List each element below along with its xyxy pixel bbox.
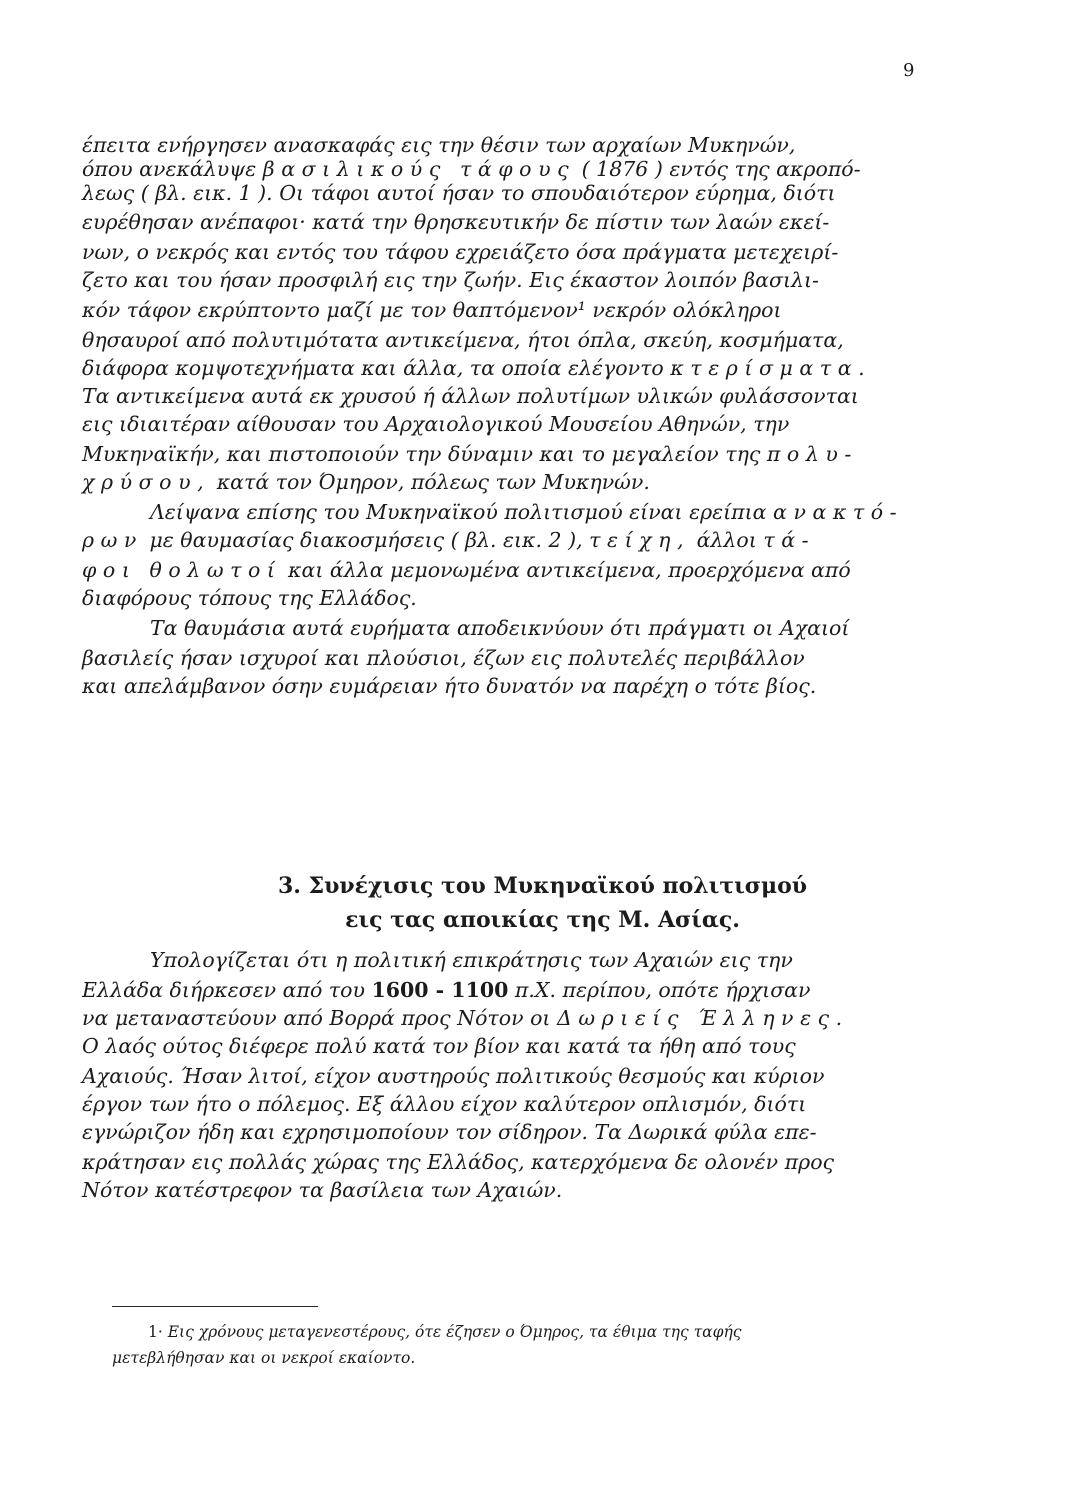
text-run: ευρέθησαν ανέπαφοι· κατά την θρησκευτικήν δε πίστιν των λαών εκεί-	[82, 210, 830, 234]
text-line	[150, 500, 903, 524]
text-run: όπου ανεκάλυψε	[82, 157, 263, 181]
section-heading-continued: εις τας αποικίας της Μ. Ασίας.	[345, 907, 740, 933]
text-run: έπειτα ενήργησεν ανασκαφάς εις την θέσιν των αρχαίων Μυκηνών,	[82, 133, 796, 157]
text-line	[82, 1178, 562, 1202]
text-run: και άλλα μεμονωμένα αντικείμενα, προερχόμενα από	[281, 558, 851, 582]
page-number: 9	[903, 60, 915, 81]
spaced-term: ρων	[82, 528, 143, 552]
text-run: να μεταναστεύουν από Βορρά προς Νότον οι	[82, 1006, 557, 1030]
text-line	[82, 1006, 849, 1030]
footnote-marker: 1·	[148, 1323, 163, 1341]
text-line	[82, 1064, 824, 1088]
section-heading: 3. Συνέχισις του Μυκηναϊκού πολιτισμού	[277, 873, 808, 899]
text-run: Υπολογίζεται ότι η πολιτική επικράτησις των Αχαιών εις την	[150, 948, 793, 972]
bold-term: 1600 - 1100	[371, 978, 509, 1002]
text-run: έργον των ήτο ο πόλεμος. Εξ άλλου είχον καλύτερον οπλισμόν, διότι	[82, 1092, 807, 1116]
text-line	[82, 528, 815, 552]
text-run: Νότον κατέστρεφον τα βασίλεια των Αχαιών.	[82, 1178, 563, 1202]
text-line	[82, 356, 871, 380]
text-run: κατά τον Όμηρον, πόλεως των Μυκηνών.	[210, 470, 650, 494]
text-run: και απελάμβανον όσην ευμάρειαν ήτο δυνατόν να παρέχη ο τότε βίος.	[82, 674, 817, 698]
text-run: βασιλείς ήσαν ισχυροί και πλούσιοι, έζων εις πολυτελές περιβάλλον	[82, 646, 805, 670]
text-run: π.Χ. περίπου, οπότε ήρχισαν	[508, 978, 811, 1002]
text-line	[82, 157, 861, 181]
spaced-term: Δωριείς Έλληνες.	[556, 1006, 849, 1030]
text-run: Μυκηναϊκήν, και πιστοποιούν την δύναμιν και το μεγαλείον της	[82, 442, 767, 466]
spaced-term: πολυ-	[766, 442, 858, 466]
text-line	[82, 268, 819, 292]
text-line	[82, 470, 650, 494]
text-run: διαφόρους τόπους της Ελλάδος.	[82, 586, 417, 610]
spaced-term: ανακτό-	[773, 500, 904, 524]
text-line	[82, 181, 836, 205]
text-line	[82, 586, 417, 610]
text-run: διάφορα κομψοτεχνήματα και άλλα, τα οποία ελέγοντο	[82, 356, 671, 380]
text-line	[82, 1150, 834, 1174]
text-run: Λείψανα επίσης του Μυκηναϊκού πολιτισμού είναι ερείπια	[150, 500, 774, 524]
text-run: νων, ο νεκρός και εντός του τάφου εχρειάζετο όσα πράγματα μετεχειρί-	[82, 240, 839, 264]
text-line	[82, 978, 811, 1002]
text-line	[150, 616, 849, 640]
text-run: Ελλάδα διήρκεσεν από του	[82, 978, 372, 1002]
text-run: ( 1876 ) εντός της ακροπό-	[575, 157, 861, 181]
spaced-term: χρύσου,	[82, 470, 211, 494]
footnote-line	[148, 1322, 741, 1342]
text-line	[82, 1092, 806, 1116]
footnote-rule	[112, 1306, 318, 1307]
text-run: ζετο και του ήσαν προσφιλή εις την ζωήν. Εις έκαστον λοιπόν βασιλι-	[82, 268, 819, 292]
spaced-term: τείχη,	[589, 528, 691, 552]
text-line	[82, 558, 851, 582]
text-run: με θαυμασίας διακοσμήσεις ( βλ. εικ. 2 ),	[142, 528, 590, 552]
text-line	[82, 298, 782, 322]
text-run: λεως ( βλ. εικ. 1 ). Οι τάφοι αυτοί ήσαν το σπουδαιότερον εύρημα, διότι	[82, 181, 836, 205]
footnote-text: Εις χρόνους μεταγενεστέρους, ότε έζησεν ο Όμηρος, τα έθιμα της ταφής	[167, 1323, 742, 1341]
text-line	[82, 210, 829, 234]
footnote-line: μετεβλήθησαν και οι νεκροί εκαίοντο.	[112, 1349, 416, 1367]
text-line	[82, 328, 844, 352]
text-line	[82, 646, 805, 670]
text-run: Αχαιούς. Ήσαν λιτοί, είχον αυστηρούς πολιτικούς θεσμούς και κύριον	[82, 1064, 825, 1088]
text-line	[82, 384, 859, 408]
spaced-term: κτερίσματα.	[670, 356, 872, 380]
text-run: Ο λαός ούτος διέφερε πολύ κατά τον βίον και κατά τα ήθη από τους	[82, 1034, 796, 1058]
text-run: εγνώριζον ήδη και εχρησιμοποίουν τον σίδηρον. Τα Δωρικά φύλα επε-	[82, 1120, 817, 1144]
text-run: εις ιδιαιτέραν αίθουσαν του Αρχαιολογικού Μουσείου Αθηνών, την	[82, 412, 790, 436]
text-line	[82, 674, 816, 698]
text-line	[82, 240, 838, 264]
text-run: θησαυροί από πολυτιμότατα αντικείμενα, ήτοι όπλα, σκεύη, κοσμήματα,	[82, 328, 844, 352]
text-line	[82, 442, 858, 466]
text-line	[82, 1120, 817, 1144]
text-run: Τα θαυμάσια αυτά ευρήματα αποδεικνύουν ότι πράγματι οι Αχαιοί	[150, 616, 850, 640]
text-line	[82, 1034, 796, 1058]
text-run: άλλοι	[690, 528, 764, 552]
spaced-term: φοι θολωτοί	[82, 558, 282, 582]
text-run: κόν τάφον εκρύπτοντο μαζί με τον θαπτόμενον¹ νεκρόν ολόκληροι	[82, 298, 782, 322]
text-run: κράτησαν εις πολλάς χώρας της Ελλάδος, κατερχόμενα δε ολονέν προς	[82, 1150, 835, 1174]
spaced-term: βασιλικούς τάφους	[262, 157, 576, 181]
text-run: Τα αντικείμενα αυτά εκ χρυσού ή άλλων πολυτίμων υλικών φυλάσσονται	[82, 384, 859, 408]
text-line	[82, 133, 795, 157]
text-line	[150, 948, 793, 972]
text-line	[82, 412, 789, 436]
spaced-term: τά-	[763, 528, 816, 552]
